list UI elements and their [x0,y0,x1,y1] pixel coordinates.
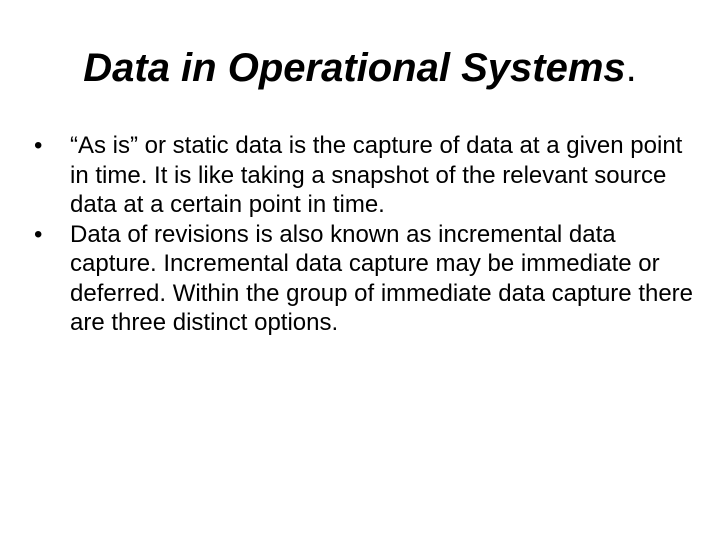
title-period: . [625,46,637,90]
bullet-item [34,220,694,338]
bullet-list [34,131,694,338]
bullet-text: “As is” or static data is the capture of data at a given point in time. It is like taking a snapshot of the relevant source data at a certain point in time. [70,132,683,218]
title-text: Data in Operational Systems [83,46,626,90]
slide-title [0,42,720,94]
bullet-text: Data of revisions is also known as incremental data capture. Incremental data capture may be immediate or deferred. Within the group of immediate data capture there are three distinct options. [70,220,694,336]
bullet-item [34,131,694,220]
bullet-marker: • [34,220,43,248]
bullet-marker: • [34,132,43,159]
